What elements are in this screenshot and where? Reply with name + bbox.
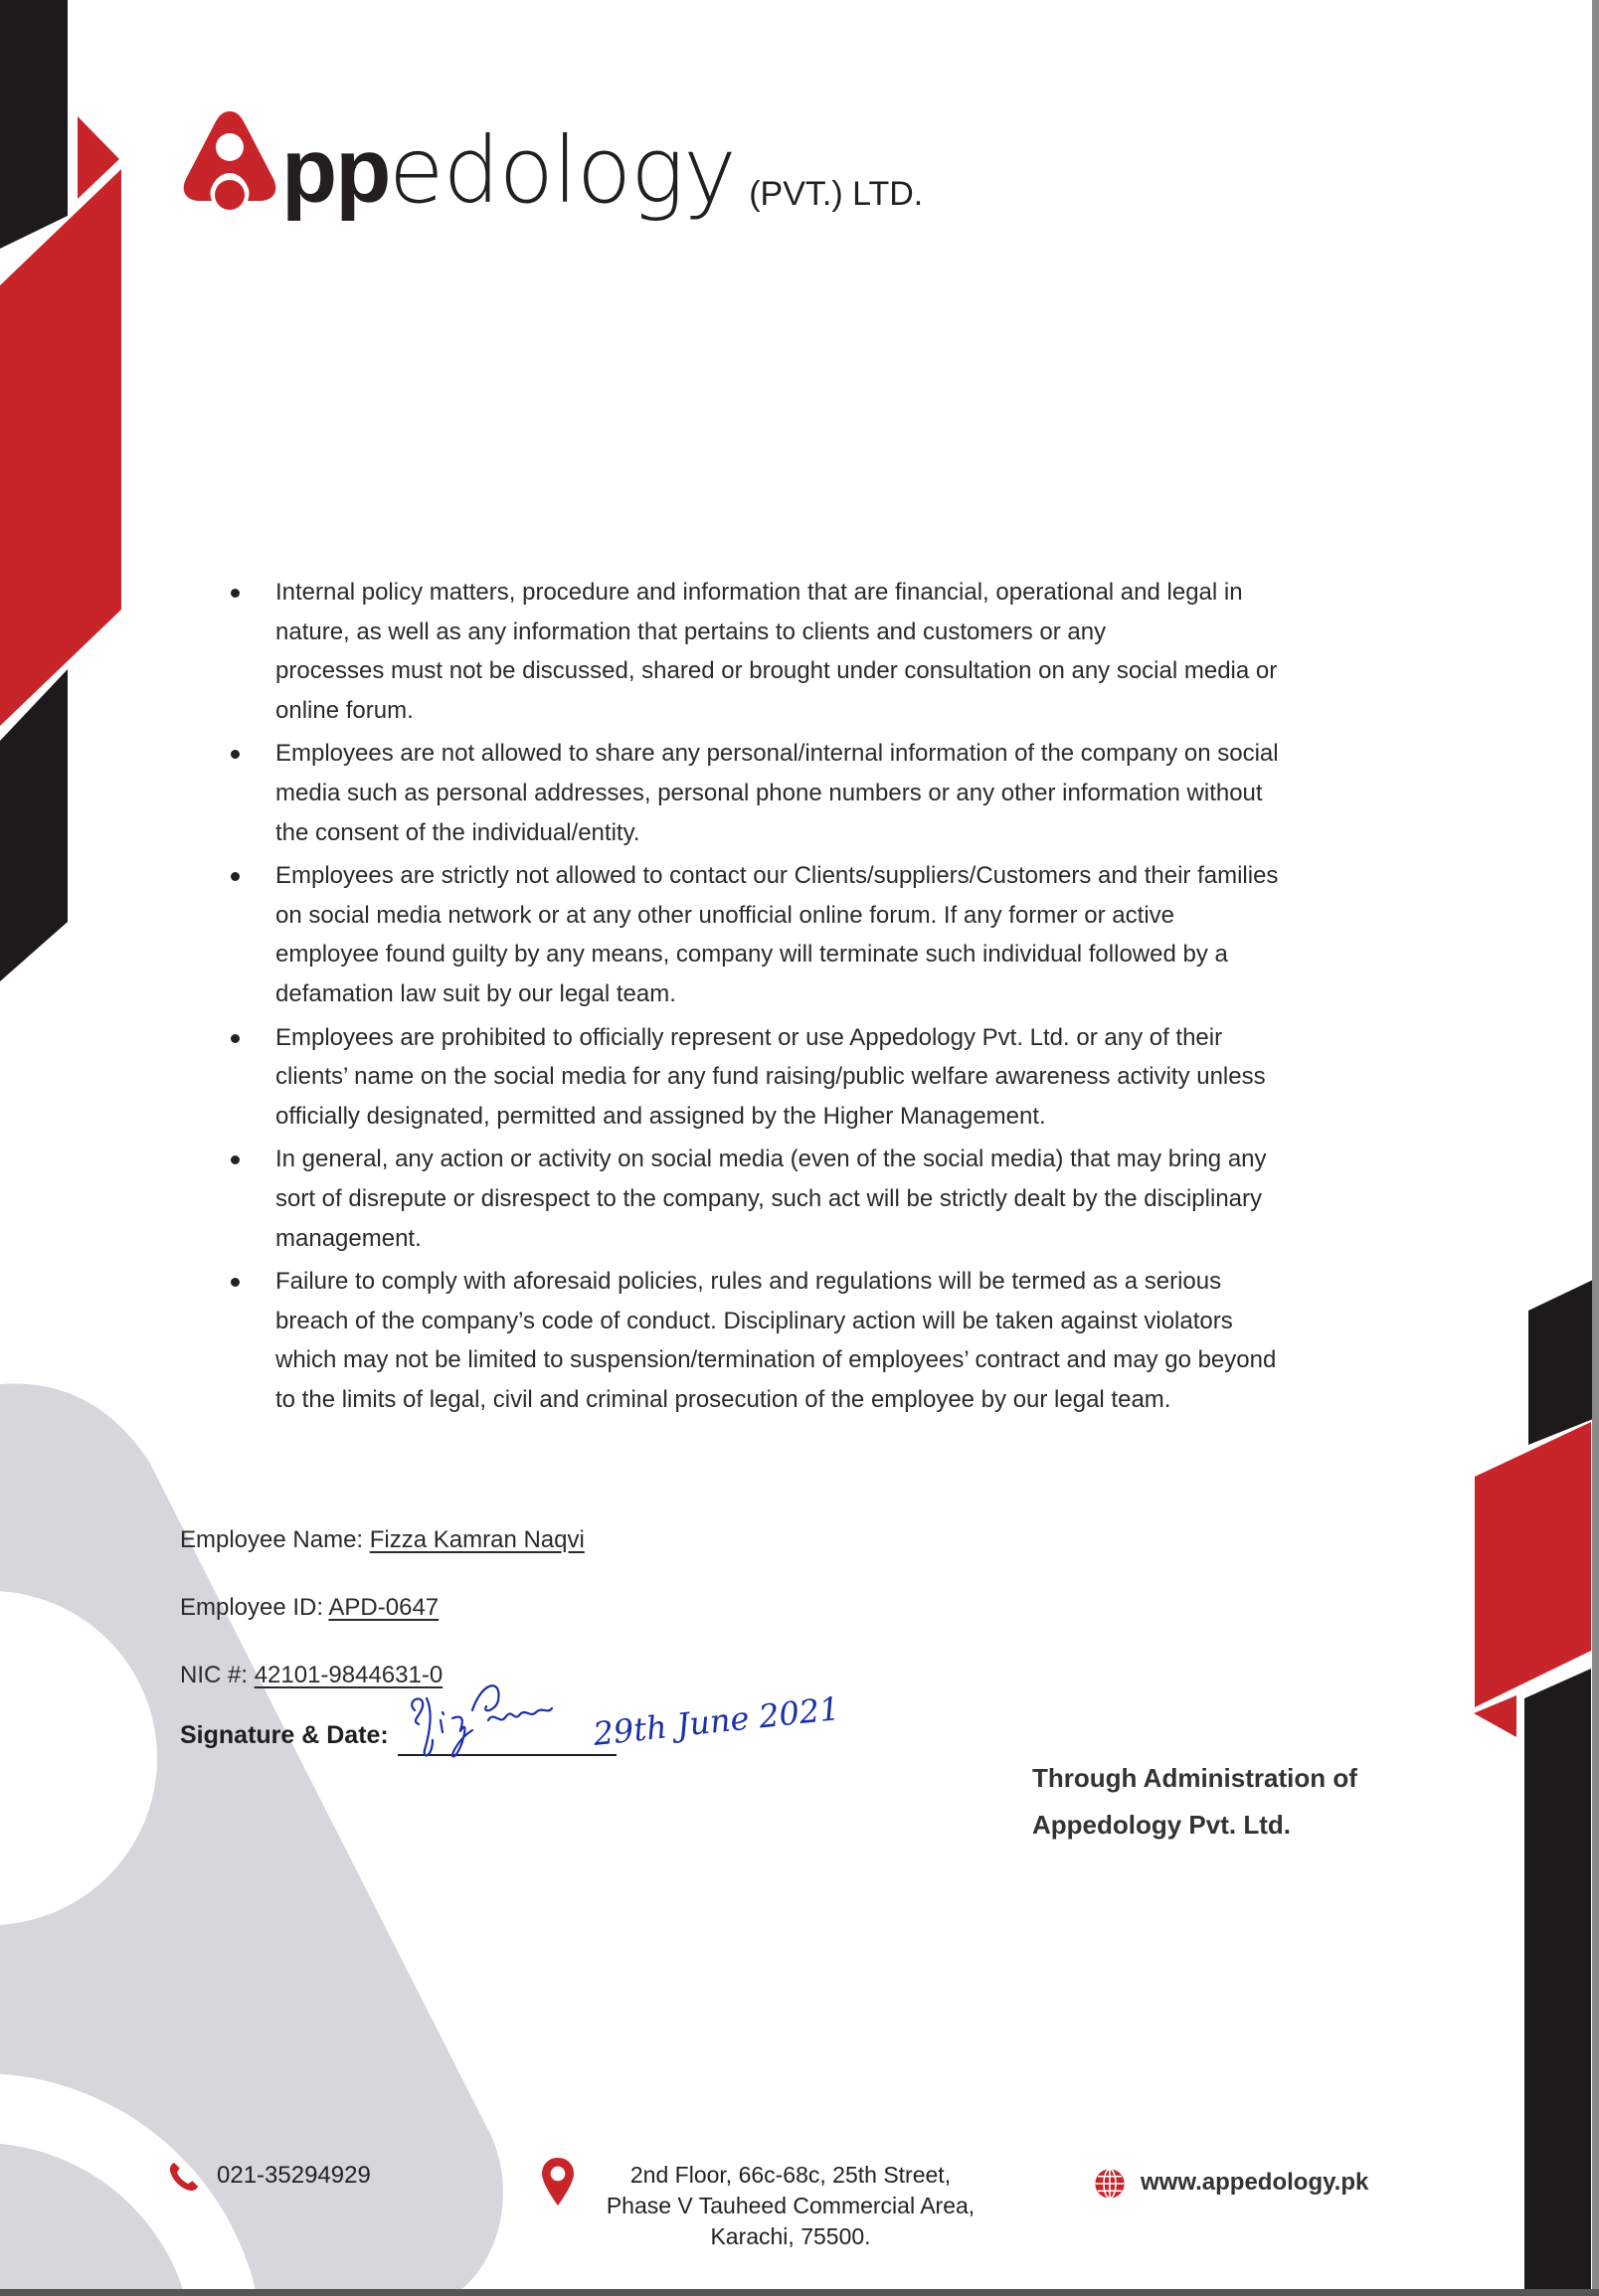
policy-text-line: to the limits of legal, civil and criminal prosecution of the employee by our legal team. (275, 1385, 1171, 1413)
policy-text-line: Employees are strictly not allowed to contact our Clients/suppliers/Customers and their families (275, 862, 1279, 890)
employee-name-label: Employee Name: (180, 1526, 370, 1553)
policy-item (229, 573, 1422, 730)
admin-line-2: Appedology Pvt. Ltd. (1032, 1810, 1291, 1840)
bullet-icon (231, 1278, 240, 1287)
policy-item (229, 1140, 1422, 1258)
logo-suffix: (PVT.) LTD. (749, 175, 924, 213)
left-red-panel (0, 169, 121, 726)
handwritten-date: 29th June 2021 (591, 1689, 842, 1753)
employee-id-value: APD-0647 (328, 1594, 440, 1621)
footer-website[interactable]: www.appedology.pk (1141, 2169, 1369, 2196)
bottom-edge-shadow (0, 2289, 1599, 2296)
company-logo (180, 97, 924, 224)
policy-item (229, 734, 1422, 852)
bullet-icon (231, 1155, 240, 1164)
policy-list (229, 573, 1422, 1423)
bullet-icon (231, 872, 240, 881)
appedology-a-logo-icon (180, 107, 279, 211)
watermark-shape (0, 1384, 503, 2296)
policy-item (229, 1262, 1422, 1419)
nic-value: 42101-9844631-0 (254, 1662, 444, 1688)
employee-id-field (180, 1594, 439, 1622)
handwritten-signature (403, 1671, 572, 1770)
logo-text-light: edology (389, 117, 737, 224)
policy-text-line: management. (275, 1224, 422, 1252)
address-line: Phase V Tauheed Commercial Area, (606, 2193, 976, 2218)
employee-name-value: Fizza Kamran Naqvi (369, 1526, 585, 1553)
signature-label: Signature & Date: (180, 1721, 389, 1749)
right-edge-shadow (1592, 0, 1599, 2296)
phone-icon (167, 2160, 201, 2194)
policy-item (229, 856, 1422, 1013)
policy-text-line: clients’ name on the social media for any fund raising/public welfare awareness activity unless (275, 1063, 1266, 1091)
address-line: Karachi, 75500. (710, 2223, 871, 2249)
policy-text-line: sort of disrepute or disrespect to the company, such act will be strictly dealt by the disciplinary (275, 1184, 1263, 1212)
admin-line-1: Through Administration of (1032, 1763, 1357, 1793)
bullet-icon (231, 589, 240, 598)
policy-text-line: media such as personal addresses, personal phone numbers or any other information without (275, 779, 1263, 806)
footer-phone: 021-35294929 (217, 2162, 371, 2189)
address-line: 2nd Floor, 66c-68c, 25th Street, (629, 2162, 952, 2188)
policy-text-line: Failure to comply with aforesaid policies, rules and regulations will be termed as a serious (275, 1268, 1222, 1296)
right-black-bar-bottom (1524, 1669, 1591, 2296)
globe-icon (1094, 2168, 1126, 2200)
policy-text-line: Employees are prohibited to officially represent or use Appedology Pvt. Ltd. or any of their (275, 1023, 1223, 1051)
bullet-icon (231, 1034, 240, 1043)
policy-text-line: Internal policy matters, procedure and information that are financial, operational and legal in (275, 579, 1243, 606)
left-black-bar-top (0, 0, 68, 249)
policy-text-line: processes must not be discussed, shared or brought under consultation on any social media or (275, 657, 1278, 685)
policy-text-line: breach of the company’s code of conduct. Disciplinary action will be taken against violators (275, 1307, 1233, 1334)
policy-text-line: In general, any action or activity on social media (even of the social media) that may bring any (275, 1146, 1267, 1173)
right-red-panel (1475, 1422, 1591, 1707)
policy-text-line: officially designated, permitted and assigned by the Higher Management. (275, 1102, 1046, 1130)
policy-text-line: online forum. (275, 696, 414, 724)
policy-text-line: on social media network or at any other unofficial online forum. If any former or active (275, 901, 1174, 929)
footer-address (572, 2160, 1009, 2252)
policy-text-line: defamation law suit by our legal team. (275, 979, 676, 1007)
policy-text-line: nature, as well as any information that pertains to clients and customers or any (275, 618, 1107, 645)
employee-id-label: Employee ID: (180, 1594, 329, 1621)
logo-text-bold: pp (281, 120, 390, 222)
map-pin-icon (542, 2158, 574, 2206)
policy-text-line: Employees are not allowed to share any personal/internal information of the company on social (275, 740, 1279, 768)
policy-item (229, 1018, 1422, 1137)
nic-label: NIC #: (180, 1662, 255, 1688)
right-black-bar-top (1528, 1280, 1593, 1445)
policy-text-line: employee found guilty by any means, company will terminate such individual followed by a (275, 941, 1228, 969)
policy-text-line: which may not be limited to suspension/termination of employees’ contract and may go beyond (275, 1346, 1277, 1374)
policy-text-line: the consent of the individual/entity. (275, 818, 640, 846)
bullet-icon (231, 750, 240, 759)
employee-name-field (180, 1526, 585, 1554)
